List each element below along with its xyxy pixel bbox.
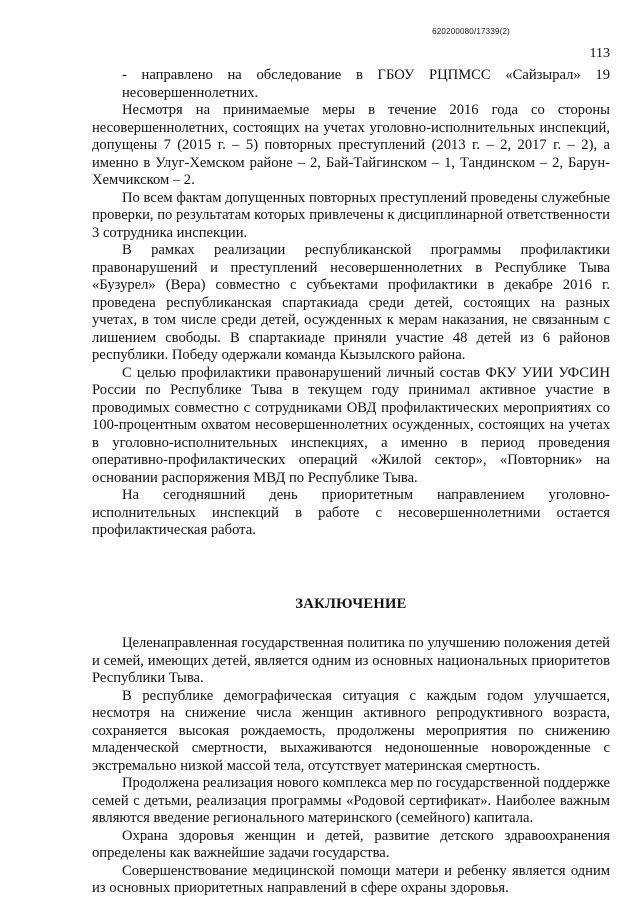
paragraph: На сегодняшний день приоритетным направлением уголовно-исполнительных инспекций в работе с несовершеннолетними остается профилактическая работа.: [92, 487, 610, 538]
paragraph: С целью профилактики правонарушений личный состав ФКУ УИИ УФСИН России по Республике Тыва в текущем году принимал активное участие в проводимых совместно с сотрудниками ОВД профилактических мероприятиях со 100-процентным охватом несовершеннолетних осужденных, состоящих на учетах в уголовно-исполнительных инспекциях, а именно в период проведения оперативно-профилактических операций «Жилой сектор», «Повторник» на основании распоряжения МВД по Республике Тыва.: [92, 364, 610, 486]
section-heading: ЗАКЛЮЧЕНИЕ: [295, 595, 407, 612]
paragraph: - направлено на обследование в ГБОУ РЦПМСС «Сайзырал» 19 несовершеннолетних.: [122, 67, 610, 101]
paragraph: Охрана здоровья женщин и детей, развитие детского здравоохранения определены как важнейшие задачи государства.: [92, 827, 610, 861]
body-text: [92, 67, 610, 898]
page-number: 113: [589, 46, 610, 61]
paragraph: Совершенствование медицинской помощи матери и ребенку является одним из основных приоритетных направлений в сфере охраны здоровья.: [92, 862, 610, 896]
paragraph: В республике демографическая ситуация с каждым годом улучшается, несмотря на снижение числа женщин активного репродуктивного возраста, сохраняется высокая рождаемость, продолжены мероприятия по снижению младенческой смертности, выхаживаются недоношенные новорожденные с экстремально низкой массой тела, отсутствует материнская смертность.: [92, 687, 610, 774]
paragraph: Несмотря на принимаемые меры в течение 2016 года со стороны несовершеннолетних, состоящих на учетах уголовно-исполнительных инспекций, допущены 7 (2015 г. – 5) повторных преступлений (2013 г. – 2, 2017 г. – 2), а именно в Улуг-Хемском районе – 2, Бай-Тайгинском – 1, Тандинском – 2, Барун-Хемчикском – 2.: [92, 102, 610, 188]
document-id: 620200080/17339(2): [432, 27, 510, 36]
paragraph: По всем фактам допущенных повторных преступлений проведены служебные проверки, по результатам которых привлечены к дисциплинарной ответственности 3 сотрудника инспекции.: [92, 189, 610, 241]
paragraph: Продолжена реализация нового комплекса мер по государственной поддержке семей с детьми, реализация программы «Родовой сертификат». Наиболее важным являются введение регионального материнского (семейного) капитала.: [92, 775, 610, 826]
paragraph: Целенаправленная государственная политика по улучшению положения детей и семей, имеющих детей, является одним из основных национальных приоритетов Республики Тыва.: [92, 635, 610, 686]
paragraph: В рамках реализации республиканской программы профилактики правонарушений и преступлений несовершеннолетних в Республике Тыва «Бузурел» (Вера) совместно с субъектами профилактики в декабре 2016 г. проведена республиканская спартакиада среди детей, состоящих на разных учетах, в том числе среди детей, осужденных к мерам наказания, не связанным с лишением свободы. В спартакиаде приняли участие 48 детей из 6 районов республики. Победу одержали команда Кызылского района.: [92, 242, 610, 363]
